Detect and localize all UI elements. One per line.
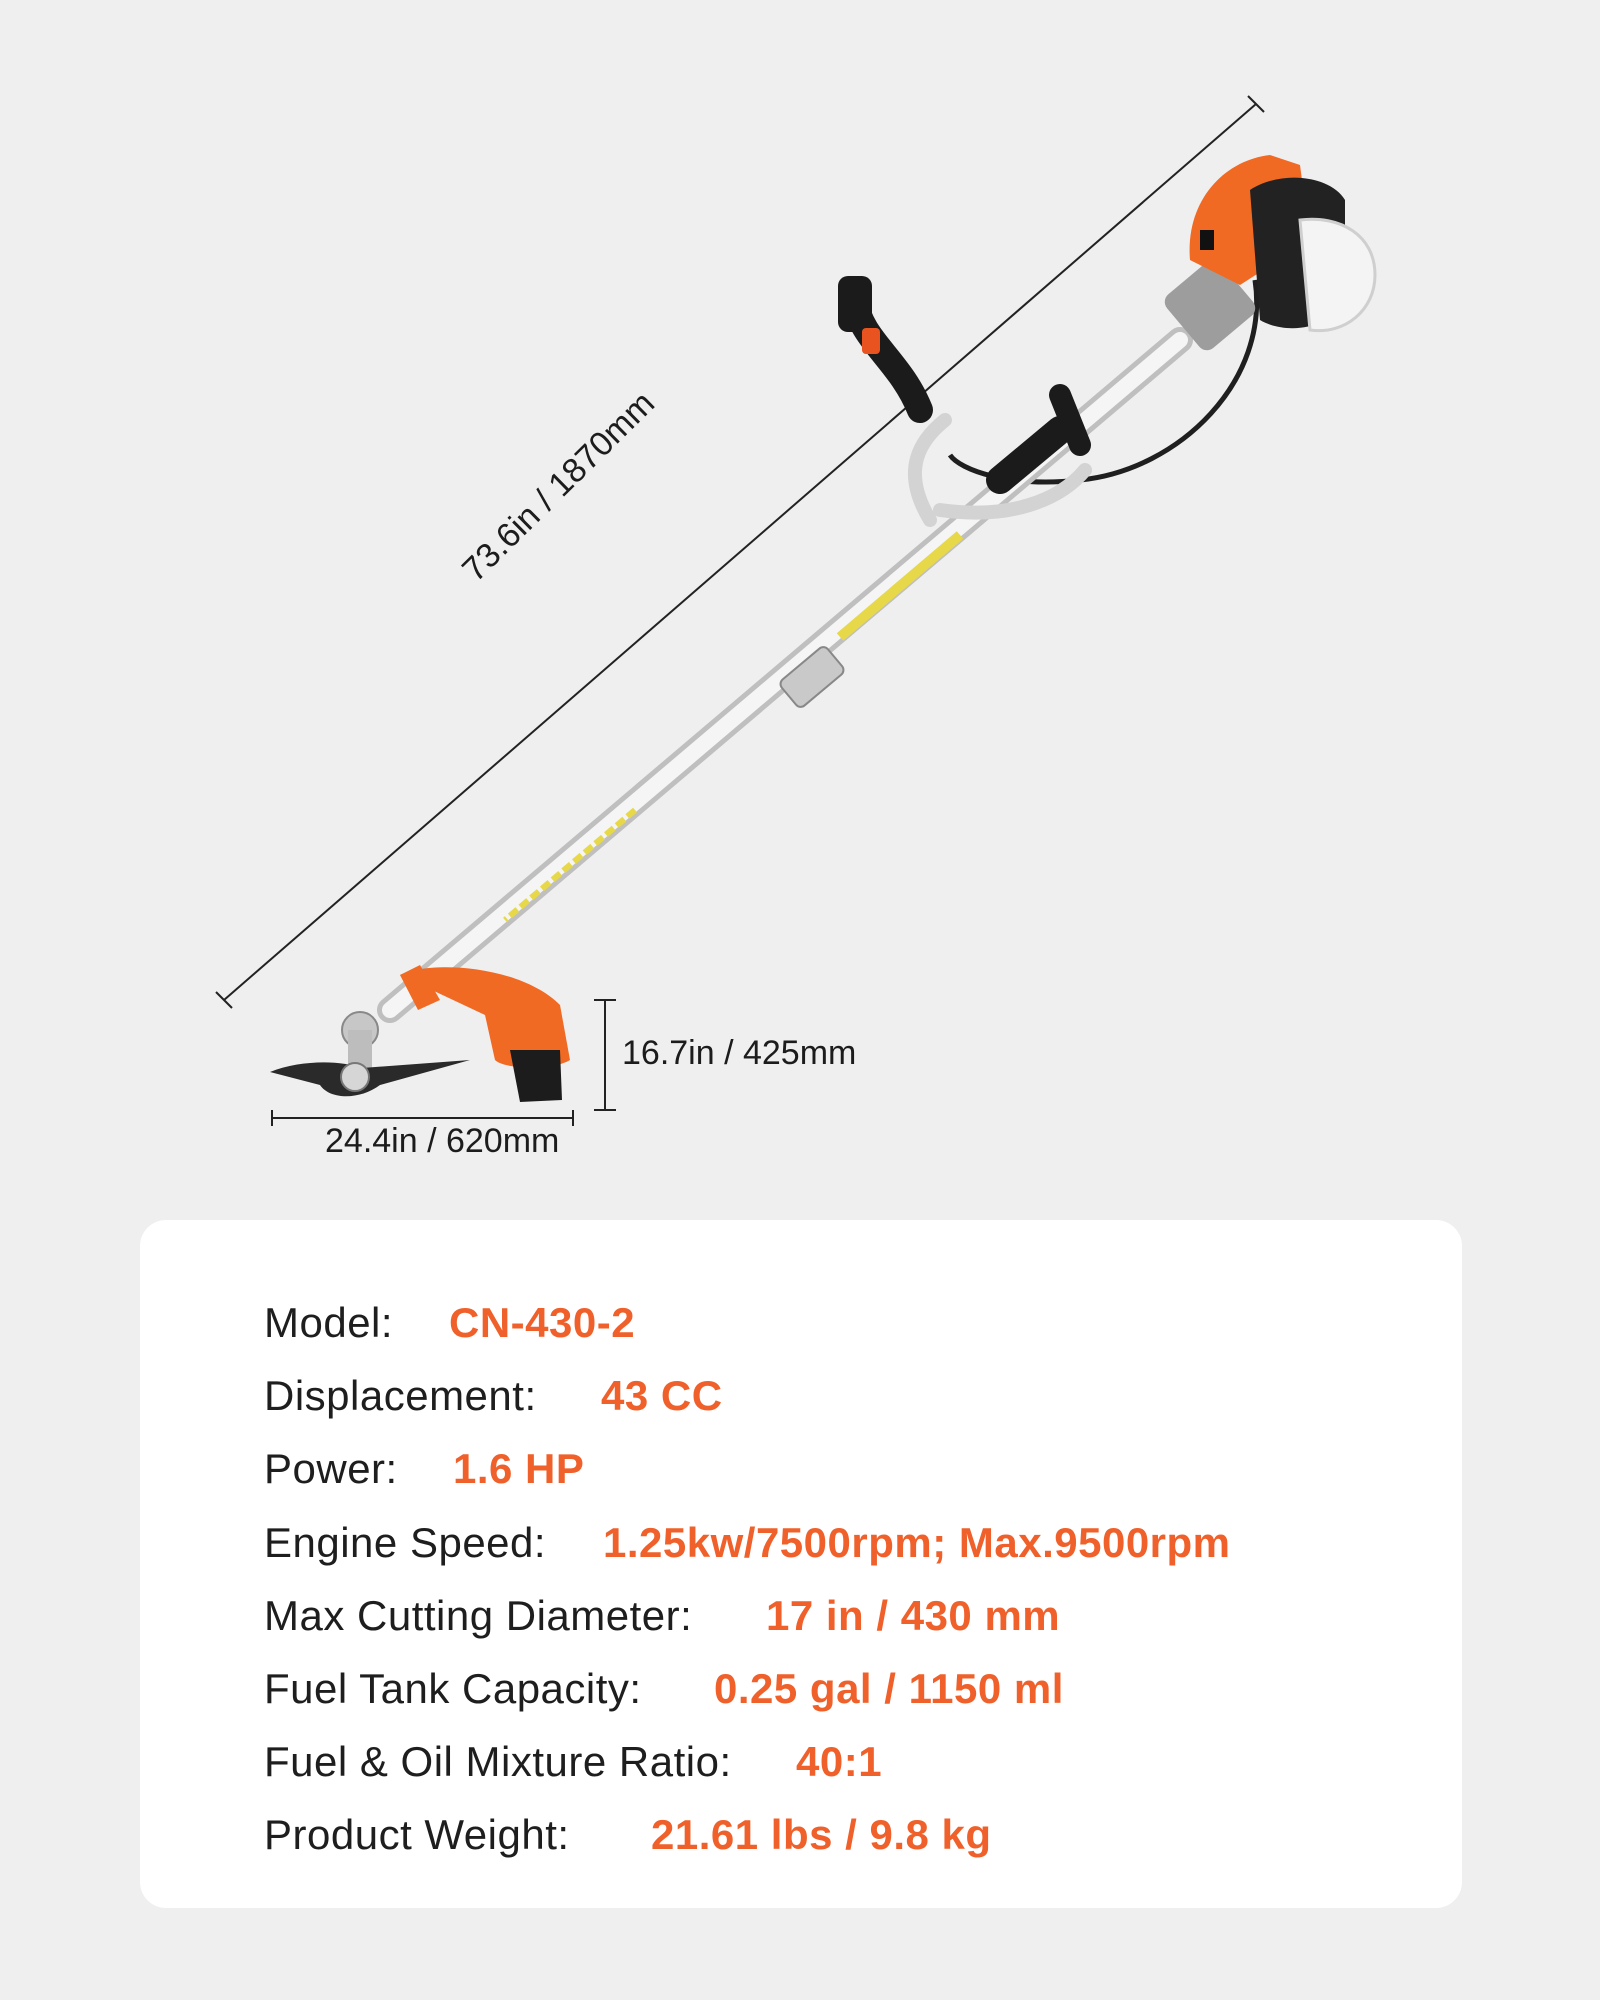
spec-key: Model: [264, 1299, 394, 1346]
spec-row-max-cutting-diameter [264, 1581, 1060, 1651]
length-dimension-label: 73.6in / 1870mm [455, 384, 663, 590]
spec-key: Max Cutting Diameter: [264, 1592, 693, 1639]
height-dimension-line [594, 1000, 616, 1110]
spec-card [140, 1220, 1462, 1908]
spec-row-fuel-tank-capacity [264, 1654, 1064, 1724]
right-grip [1000, 430, 1060, 480]
spec-key: Displacement: [264, 1372, 537, 1419]
shaft-coupling [778, 645, 846, 710]
spec-value: 1.6 HP [453, 1445, 585, 1492]
spec-value: 43 CC [601, 1372, 723, 1419]
spec-key: Fuel & Oil Mixture Ratio: [264, 1738, 732, 1785]
spec-key: Power: [264, 1445, 398, 1492]
spec-key: Engine Speed: [264, 1519, 547, 1566]
spec-row-power [264, 1434, 584, 1504]
length-dimension-line [216, 96, 1264, 1008]
engine [1161, 155, 1375, 354]
spec-key: Product Weight: [264, 1811, 570, 1858]
cutter-head [270, 965, 570, 1102]
spec-value: 40:1 [796, 1738, 883, 1785]
spec-value: 21.61 lbs / 9.8 kg [651, 1811, 992, 1858]
spec-key: Fuel Tank Capacity: [264, 1665, 642, 1712]
spec-value: 0.25 gal / 1150 ml [714, 1665, 1064, 1712]
spec-row-model [264, 1288, 635, 1358]
spec-value: 1.25kw/7500rpm; Max.9500rpm [603, 1519, 1231, 1566]
spec-row-product-weight [264, 1800, 992, 1870]
width-dimension-label: 24.4in / 620mm [325, 1122, 560, 1160]
spec-row-fuel-oil-ratio [264, 1727, 882, 1797]
spec-row-engine-speed [264, 1508, 1231, 1578]
spec-row-displacement [264, 1361, 723, 1431]
spec-value: 17 in / 430 mm [766, 1592, 1061, 1639]
height-dimension-label: 16.7in / 425mm [622, 1034, 857, 1072]
spec-value: CN-430-2 [449, 1299, 636, 1346]
